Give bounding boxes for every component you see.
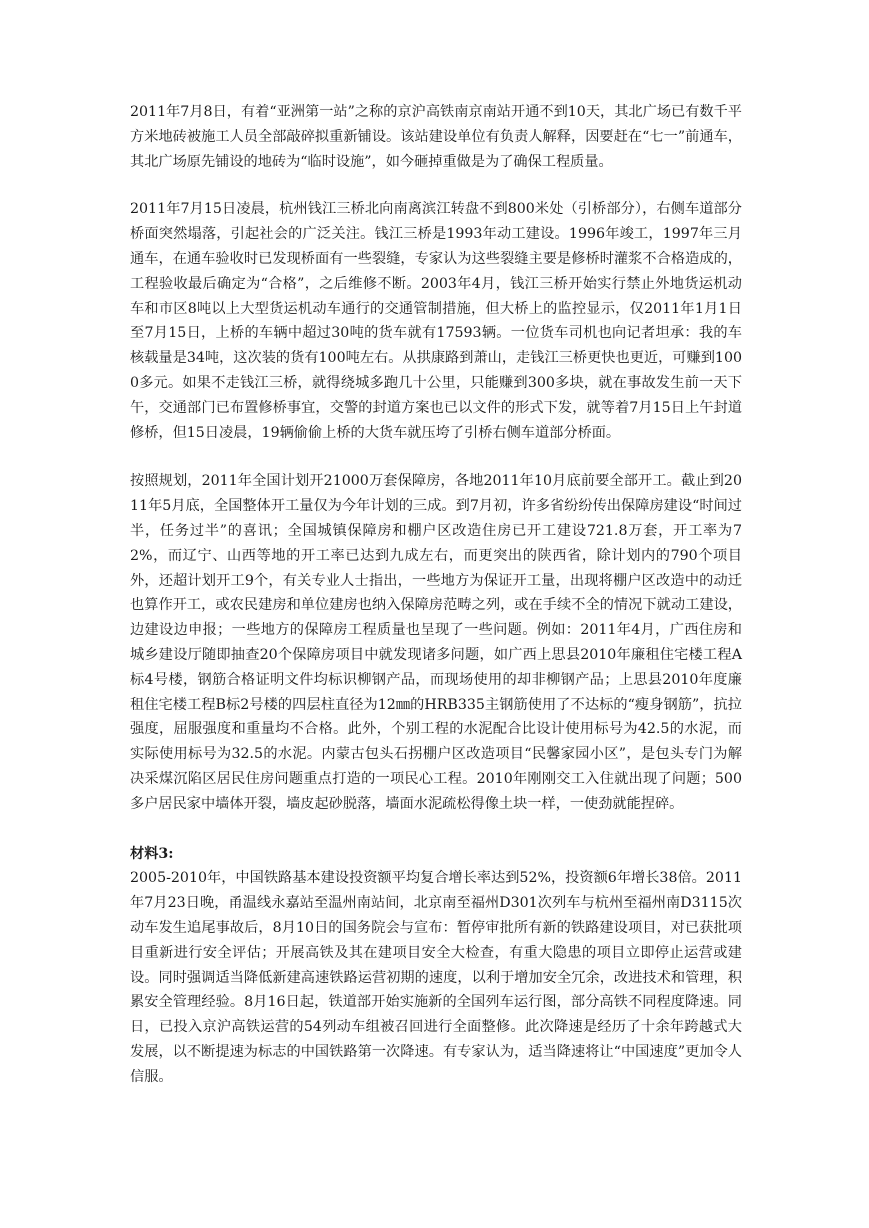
paragraph-affordable-housing: 按照规划，2011年全国计划开21000万套保障房，各地2011年10月底前要全部开工。截止到2011年5月底，全国整体开工量仅为今年计划的三成。到7月初，许多省纷纷传出保障房建设“时间过半，任务过半”的喜讯；全国城镇保障房和棚户区改造住房已开工建设721.8万套，开工率为72%，而辽宁、山西等地的开工率已达到九成左右，而更突出的陕西省，除计划内的790个项目外，还超计划开工9个，有关专业人士指出，一些地方为保证开工量，出现将棚户区改造中的动迁也算作开工，或农民建房和单位建房也纳入保障房范畴之列，或在手续不全的情况下就动工建设，边建设边申报；一些地方的保障房工程质量也呈现了一些问题。例如：2011年4月，广西住房和城乡建设厅随即抽查20个保障房项目中就发现诸多问题，如广西上思县2010年廉租住宅楼工程A标4号楼，钢筋合格证明文件均标识柳钢产品，而现场使用的却非柳钢产品；上思县2010年度廉租住宅楼工程B标2号楼的四层柱直径为12㎜的HRB335主钢筋使用了不达标的“瘦身钢筋”，抗拉强度，屈服强度和重量均不合格。此外，个别工程的水泥配合比设计使用标号为42.5的水泥，而实际使用标号为32.5的水泥。内蒙古包头石拐棚户区改造项目“民馨家园小区”，是包头专门为解决采煤沉陷区居民住房问题重点打造的一项民心工程。2010年刚刚交工入住就出现了问题；500多户居民家中墙体开裂，墙皮起砂脱落，墙面水泥疏松得像土块一样，一使劲就能捏碎。	[130, 473, 742, 812]
paragraph-railway-investment: 2005-2010年，中国铁路基本建设投资额平均复合增长率达到52%，投资额6年增长38倍。2011年7月23日晚，甬温线永嘉站至温州南站间，北京南至福州D301次列车与杭州至福州南D3115次动车发生追尾事故后，8月10日的国务院会与宣布：暂停审批所有新的铁路建设项目，对已获批项目重新进行安全评估；开展高铁及其在建项目安全大检查，有重大隐患的项目立即停止运营或建设。同时强调适当降低新建高速铁路运营初期的速度，以利于增加安全冗余，改进技术和管理，积累安全管理经验。8月16日起，铁道部开始实施新的全国列车运行图，部分高铁不同程度降速。同日，已投入京沪高铁运营的54列动车组被召回进行全面整修。此次降速是经历了十余年跨越式大发展，以不断提速为标志的中国铁路第一次降速。有专家认为，适当降速将让“中国速度”更加令人信服。	[130, 870, 742, 1085]
document-page	[130, 100, 742, 1089]
section-heading-material-3: 材料3:	[130, 845, 174, 862]
paragraph-nanjing-station: 2011年7月8日，有着“亚洲第一站”之称的京沪高铁南京南站开通不到10天，其北广场已有数千平方米地砖被施工人员全部敲碎拟重新铺设。该站建设单位有负责人解释，因要赶在“七一”前通车，其北广场原先铺设的地砖为“临时设施”，如今砸掉重做是为了确保工程质量。	[130, 104, 742, 170]
paragraph-qianjiang-bridge: 2011年7月15日凌晨，杭州钱江三桥北向南离滨江转盘不到800米处（引桥部分），右侧车道部分桥面突然塌落，引起社会的广泛关注。钱江三桥是1993年动工建设。1996年竣工，1997年三月通车，在通车验收时已发现桥面有一些裂缝，专家认为这些裂缝主要是修桥时灌浆不合格造成的，工程验收最后确定为“合格”，之后维修不断。2003年4月，钱江三桥开始实行禁止外地货运机动车和市区8吨以上大型货运机动车通行的交通管制措施，但大桥上的监控显示，仅2011年1月1日至7月15日，上桥的车辆中超过30吨的货车就有17593辆。一位货车司机也向记者坦承：我的车核载量是34吨，这次装的货有100吨左右。从拱康路到萧山，走钱江三桥更快也更近，可赚到1000多元。如果不走钱江三桥，就得绕城多跑几十公里，只能赚到300多块，就在事故发生前一天下午，交通部门已布置修桥事宜，交警的封道方案也已以文件的形式下发，就等着7月15日上午封道修桥，但15日凌晨，19辆偷偷上桥的大货车就压垮了引桥右侧车道部分桥面。	[130, 201, 742, 441]
